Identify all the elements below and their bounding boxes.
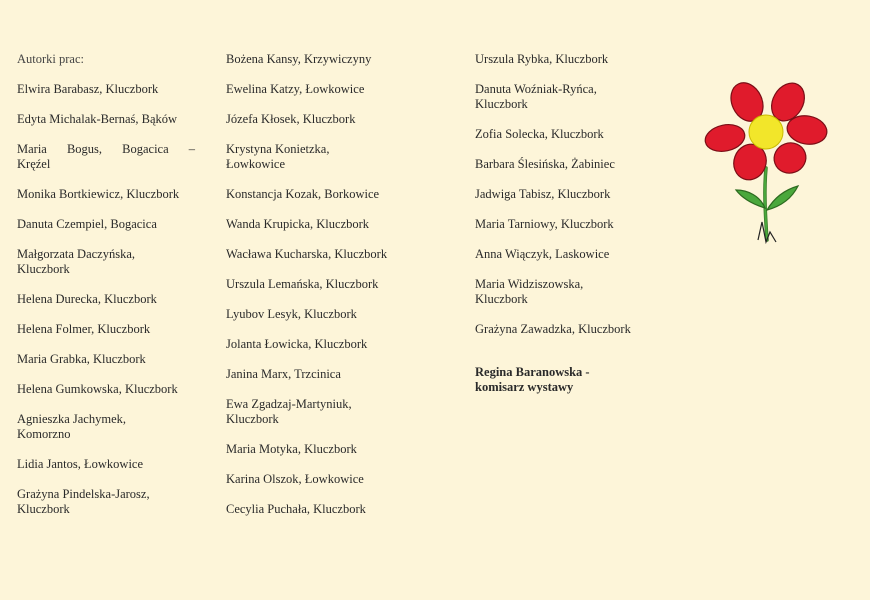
author-entry: Helena Gumkowska, Kluczbork	[17, 382, 178, 396]
right-leaf	[767, 186, 798, 210]
author-entry-line2: Kluczbork	[17, 502, 70, 516]
author-entry: Edyta Michalak-Bernaś, Bąków	[17, 112, 178, 126]
author-entry-line1: Grażyna Pindelska-Jarosz,	[17, 487, 150, 501]
author-entry: Monika Bortkiewicz, Kluczbork	[17, 187, 180, 201]
author-entry: Helena Durecka, Kluczbork	[17, 292, 157, 306]
author-entry-line2: Łowkowice	[226, 157, 286, 171]
column-1	[17, 52, 195, 532]
author-entry: Barbara Ślesińska, Żabiniec	[475, 157, 615, 171]
author-entry-line1: Krystyna Konietzka,	[226, 142, 330, 156]
author-entry-line1: Agnieszka Jachymek,	[17, 412, 126, 426]
author-entry: Jolanta Łowicka, Kluczbork	[226, 337, 368, 351]
author-entry: Jadwiga Tabisz, Kluczbork	[475, 187, 611, 201]
author-entry: Maria Grabka, Kluczbork	[17, 352, 146, 366]
author-entry: Ewelina Katzy, Łowkowice	[226, 82, 365, 96]
author-entry	[17, 247, 195, 277]
author-entry	[17, 487, 195, 517]
author-entry-line2: Kręźel	[17, 157, 51, 171]
flower-drawing	[700, 80, 835, 250]
author-entry: Konstancja Kozak, Borkowice	[226, 187, 380, 201]
author-entry	[17, 412, 195, 442]
author-entry-line2: Kluczbork	[17, 262, 70, 276]
column-3	[475, 52, 665, 395]
author-entry-line1: Danuta Woźniak-Ryńca,	[475, 82, 597, 96]
author-entry: Bożena Kansy, Krzywiczyny	[226, 52, 372, 66]
author-entry: Anna Wiączyk, Laskowice	[475, 247, 610, 261]
author-entry-line2: Kluczbork	[475, 97, 528, 111]
author-entry-line1: Maria Bogus, Bogacica –	[17, 142, 195, 156]
author-entry: Danuta Czempiel, Bogacica	[17, 217, 157, 231]
author-entry	[17, 142, 195, 172]
author-entry: Lyubov Lesyk, Kluczbork	[226, 307, 357, 321]
author-entry: Urszula Rybka, Kluczbork	[475, 52, 609, 66]
author-entry: Urszula Lemańska, Kluczbork	[226, 277, 379, 291]
author-entry-line2: Komorzno	[17, 427, 71, 441]
author-entry: Zofia Solecka, Kluczbork	[475, 127, 604, 141]
author-entry-line2: Kluczbork	[475, 292, 528, 306]
authors-heading: Autorki prac:	[17, 52, 84, 66]
exhibition-commissioner	[475, 365, 665, 395]
author-entry	[475, 277, 665, 307]
author-entry: Wacława Kucharska, Kluczbork	[226, 247, 388, 261]
commissioner-name: Regina Baranowska -	[475, 365, 590, 379]
author-entry	[226, 142, 446, 172]
author-entry-line1: Maria Widziszowska,	[475, 277, 584, 291]
author-entry	[475, 82, 665, 112]
left-leaf	[736, 190, 765, 208]
author-entry: Lidia Jantos, Łowkowice	[17, 457, 144, 471]
author-entry: Wanda Krupicka, Kluczbork	[226, 217, 370, 231]
author-entry-line1: Ewa Zgadzaj-Martyniuk,	[226, 397, 352, 411]
author-entry: Elwira Barabasz, Kluczbork	[17, 82, 159, 96]
author-entry	[226, 397, 446, 427]
author-entry: Janina Marx, Trzcinica	[226, 367, 341, 381]
column-2	[226, 52, 446, 532]
author-entry: Maria Motyka, Kluczbork	[226, 442, 357, 456]
author-entry: Karina Olszok, Łowkowice	[226, 472, 364, 486]
commissioner-role: komisarz wystawy	[475, 380, 574, 394]
author-entry-line2: Kluczbork	[226, 412, 279, 426]
author-entry: Helena Folmer, Kluczbork	[17, 322, 151, 336]
author-entry: Cecylia Puchała, Kluczbork	[226, 502, 366, 516]
author-entry-line1: Małgorzata Daczyńska,	[17, 247, 135, 261]
author-entry: Maria Tarniowy, Kluczbork	[475, 217, 614, 231]
flower-center	[749, 115, 783, 149]
stem	[765, 168, 767, 240]
author-entry: Grażyna Zawadzka, Kluczbork	[475, 322, 631, 336]
author-entry: Józefa Kłosek, Kluczbork	[226, 112, 356, 126]
